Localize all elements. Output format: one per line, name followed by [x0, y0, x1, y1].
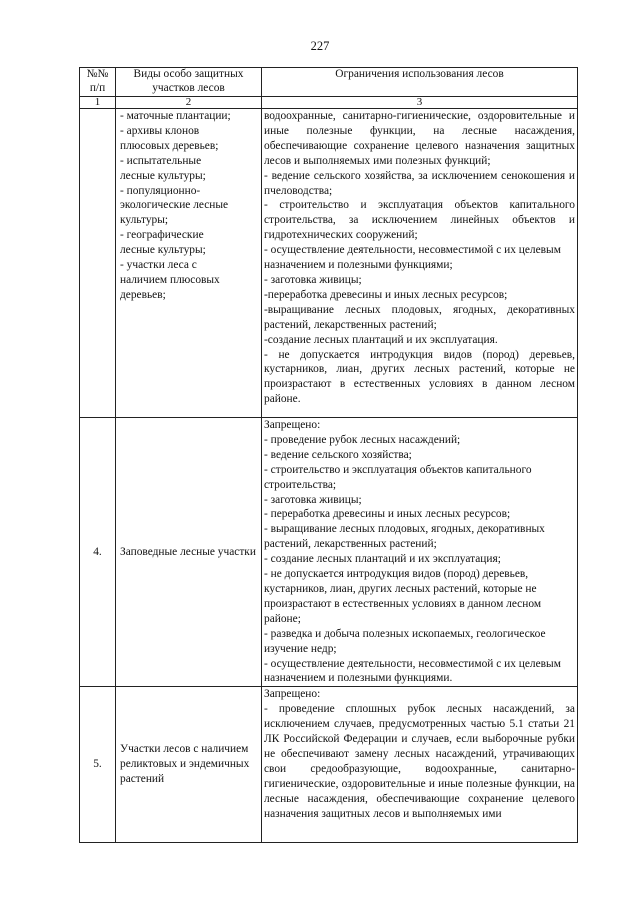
table-row: [80, 418, 578, 687]
table-header-row: [80, 68, 578, 97]
restriction-item: - строительство и эксплуатация объектов капитального строительства;: [264, 463, 532, 491]
column-number: 2: [116, 97, 262, 109]
forest-type-line: - популяционно-: [120, 184, 201, 197]
restriction-item: Запрещено:: [264, 688, 321, 701]
restrictions-cell: [262, 418, 578, 687]
forest-type-line: наличием плюсовых: [120, 273, 220, 286]
restriction-item: - выращивание лесных плодовых, ягодных, декоративных растений, лекарственных растений;: [264, 523, 545, 551]
restriction-item: -выращивание лесных плодовых, ягодных, декоративных растений, лекарственных растений;: [264, 303, 575, 331]
forest-type-cell: Заповедные лесные участки: [116, 418, 262, 687]
page-number: 227: [310, 39, 330, 53]
restriction-item: -переработка древесины и иных лесных ресурсов;: [264, 288, 508, 301]
restriction-item: - ведение сельского хозяйства;: [264, 448, 412, 461]
restriction-item: - разведка и добыча полезных ископаемых, геологическое изучение недр;: [264, 627, 546, 655]
forest-type-cell: [116, 109, 262, 418]
row-number: 5.: [80, 687, 116, 843]
restriction-item: - заготовка живицы;: [264, 493, 362, 506]
row-number: [80, 109, 116, 418]
forest-type-line: - испытательные: [120, 154, 202, 167]
forest-type-line: - участки леса с: [120, 259, 197, 272]
forest-type-line: - маточные плантации;: [120, 110, 231, 122]
column-number: 3: [262, 97, 578, 109]
restriction-item: - осуществление деятельности, несовместимой с их целевым назначением и полезными функциями;: [264, 244, 561, 272]
restriction-item: - проведение сплошных рубок лесных насаждений, за исключением случаев, предусмотренных частью 5.1 статьи 21 ЛК Российской Федерации и случаев, если выборочные рубки не обеспечивают замену лесных насаждений, утрачивающих свои средообразующие, водоохранные, санитарно-гигиенические, оздоровительные и иные полезные функции, на лесные насаждения, обеспечивающие сохранение целевого назначения защитных лесов и выполняемых ими: [264, 703, 575, 820]
restriction-item: - строительство и эксплуатация объектов капитального строительства, за исключением линейных объектов и гидротехнических сооружений;: [264, 199, 575, 242]
forest-type-line: деревьев;: [120, 288, 166, 301]
table-row: [80, 687, 578, 843]
forest-type-line: экологические лесные: [120, 199, 229, 212]
restriction-item: - проведение рубок лесных насаждений;: [264, 433, 461, 446]
forest-type-cell: Участки лесов с наличием реликтовых и эндемичных растений: [116, 687, 262, 843]
forest-type-line: культуры;: [120, 214, 169, 227]
forest-type-line: - географические: [120, 229, 204, 242]
header-forest-type: Виды особо защитных участков лесов: [116, 68, 262, 97]
forest-type-line: лесные культуры;: [120, 244, 206, 257]
forest-type-line: - архивы клонов: [120, 124, 200, 137]
forest-type-line: плюсовых деревьев;: [120, 139, 219, 152]
restriction-item: - осуществление деятельности, несовместимой с их целевым назначением и полезными функциями.: [264, 657, 561, 685]
restriction-item: водоохранные, санитарно-гигиенические, оздоровительные и иные полезные функции, на лесные насаждения, обеспечивающие сохранение целевого назначения защитных лесов и выполняемых ими полезных функций;: [264, 110, 575, 167]
table-row: [80, 109, 578, 418]
forest-restrictions-table: [79, 67, 578, 843]
restriction-item: -создание лесных плантаций и их эксплуатация.: [264, 333, 498, 346]
restriction-item: - переработка древесины и иных лесных ресурсов;: [264, 508, 511, 521]
forest-type-line: лесные культуры;: [120, 169, 206, 182]
restriction-item: Запрещено:: [264, 419, 321, 431]
row-number: 4.: [80, 418, 116, 687]
column-number: 1: [80, 97, 116, 109]
column-number-row: [80, 97, 578, 109]
restriction-item: - заготовка живицы;: [264, 273, 362, 286]
restriction-item: - не допускается интродукция видов (пород) деревьев, кустарников, лиан, других лесных растений, которые не произрастают в естественных условиях в данном лесном районе;: [264, 568, 542, 625]
header-restrictions: Ограничения использования лесов: [262, 68, 578, 97]
restrictions-cell: [262, 687, 578, 843]
restriction-item: - не допускается интродукция видов (пород) деревьев, кустарников, лиан, других лесных растений, которые не произрастают в естественных условиях в данном лесном районе.: [264, 348, 575, 406]
restrictions-cell: [262, 109, 578, 418]
restriction-item: - создание лесных плантаций и их эксплуатация;: [264, 553, 501, 566]
header-number: №№ п/п: [80, 68, 116, 97]
restriction-item: - ведение сельского хозяйства, за исключением сенокошения и пчеловодства;: [264, 169, 575, 197]
